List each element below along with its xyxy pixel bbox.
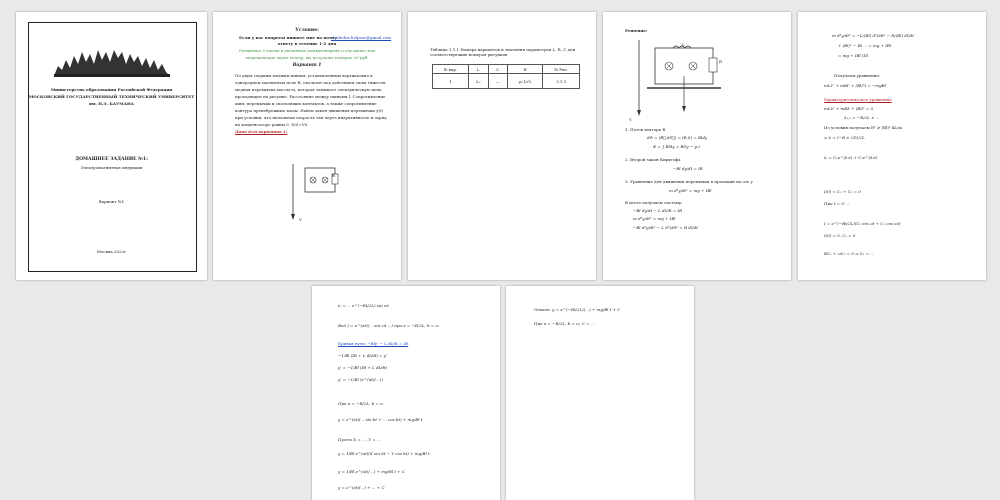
circuit-diagram bbox=[283, 162, 343, 222]
body-line: на конденсаторе равны 0. I(0)=V0. bbox=[235, 122, 309, 127]
given-label: Дано для варианта 1: bbox=[235, 129, 288, 134]
equation: −Bl dy/dt = IR bbox=[673, 166, 703, 171]
body-line: при условии, что начальная скорость так через индуктивность и заряд bbox=[235, 115, 387, 120]
math-line: + (Bl)² − IR ... = mg + IBl bbox=[838, 43, 892, 48]
contact-text: Если у вас вопросы пишите мне на почту bbox=[239, 35, 337, 40]
hw-title: ДОМАШНЕЕ ЗАДАНИЕ №1: bbox=[75, 157, 148, 162]
math-line: Получаем уравнение: bbox=[834, 73, 881, 78]
resistor-label: R bbox=[332, 173, 336, 178]
body-line: контура пренебрежимо малы. Найти закон движения перемычки y(t) bbox=[235, 108, 384, 113]
equation: m d²y/dt² = mg + IBl bbox=[669, 188, 712, 193]
math-line: y' = −1/Bl (IR + L dI/dt) bbox=[338, 365, 388, 370]
body-line: медная перемычка массы m, которая замыкает электрическую цепь, bbox=[235, 87, 383, 92]
math-line: Из условия получаем R² ≥ (Bl)²·4L/m bbox=[824, 125, 903, 130]
system-title: В итоге получаем систему: bbox=[625, 200, 683, 205]
page-6[interactable] bbox=[312, 286, 500, 500]
page-5[interactable] bbox=[798, 12, 986, 280]
math-line: mLλ² + mRλ + (Bl)² = 0 bbox=[824, 106, 874, 111]
answer-note: При a = −R/2L, b = ω; C = ... bbox=[534, 321, 595, 326]
math-line: I₀ = C₁e^(λ₁t) + C₂e^(λ₂t) bbox=[824, 155, 878, 160]
math-line: y' = −1/Bl (e^(at)(...)) bbox=[338, 377, 383, 382]
solution-circuit-diagram bbox=[625, 36, 735, 121]
math-line: −1/Bl (IR + L dI/dt) = y' bbox=[338, 353, 388, 358]
table-header-cell: № Рис. bbox=[543, 65, 580, 74]
condition-heading: Условие: bbox=[295, 28, 319, 33]
city-year: Москва,2022г bbox=[96, 249, 127, 254]
variant-title: Вариант 1 bbox=[292, 63, 322, 68]
table-header-cell: C bbox=[488, 65, 507, 74]
step-1: 1. Поток вектора B bbox=[625, 127, 666, 132]
table-cell: μ₀ l/√L bbox=[507, 74, 543, 89]
promo-line-1: Оставьте 3 поста в активных комментариях и сделайте мне bbox=[238, 48, 376, 53]
math-line: Пусть X = ..., Y = ... bbox=[338, 437, 381, 442]
hw-topic: Электромагнитная индукция bbox=[80, 165, 143, 170]
table-caption: Таблица 3.1.1 Номера вариантов и значения параметров L, R, C для соответствующих номеров рисунков bbox=[430, 47, 576, 57]
equation: Φ = ∫ Bldy = Bl(y − y₀) bbox=[653, 144, 700, 149]
page-4[interactable] bbox=[603, 12, 791, 280]
body-line: однородном магнитном поле B, скользит под действием силы тяжести bbox=[235, 80, 386, 85]
math-line: mLI'' + mRI' + (Bl)²I = −mgBl bbox=[824, 83, 886, 88]
math-line: BC₁ + ωC₂ = 0 ⇒ C₁ = ... bbox=[824, 251, 875, 256]
email-link[interactable]: studiofox.helpsor@gmail.com bbox=[331, 35, 392, 40]
system-equation: m d²y/dt² = mg + IBl bbox=[633, 216, 676, 221]
math-line: I(0) = 0, C₂ = 0 bbox=[824, 233, 856, 238]
reply-text: ответу в течение 1-2 дня bbox=[277, 41, 337, 46]
math-line: y = 1/Bl e^(at)(...) + mg/Bl t + C bbox=[338, 469, 405, 474]
system-equation: −Bl dy/dt − L dI/dt = IR bbox=[633, 208, 683, 213]
page-3[interactable] bbox=[408, 12, 596, 280]
solution-heading: Решение: bbox=[625, 28, 648, 33]
answer-line: Ответ: y = e^(−Rt/2L)(...) + mg/Bl t + C bbox=[534, 307, 621, 312]
axis-y-label: Y bbox=[629, 117, 632, 122]
math-line: I = e^(−Rt/2L)(C₁ sin ωt + C₂ cos ωt) bbox=[824, 221, 901, 226]
table-cell: 1 bbox=[433, 74, 469, 89]
math-line: ⇒ λ = (−R ± √D)/2L bbox=[824, 135, 865, 140]
table-header-row bbox=[433, 65, 580, 74]
table-header-cell: R bbox=[507, 65, 543, 74]
variants-table bbox=[432, 64, 580, 89]
step-3: 3. Уравнение для движения перемычки в проекции на ось y bbox=[625, 179, 753, 184]
math-line: Кривая пути: −Bly' − L dI/dt = IR bbox=[338, 341, 409, 346]
step-2: 2. Второй закон Кирхгофа bbox=[625, 157, 681, 162]
body-line: По двум гладким медным шинам, установленным вертикально в bbox=[235, 73, 373, 78]
math-line: I₀ = ... e^(−Rt/2L) sin ωt bbox=[338, 303, 389, 308]
university-emblem bbox=[52, 46, 172, 78]
named: им. Н.Э. БАУМАНА bbox=[88, 101, 134, 106]
table-cell: L₀ bbox=[468, 74, 488, 89]
math-line: При a = −R/2L, b = ω bbox=[338, 401, 384, 406]
math-line: Вид I = e^(at)(... sin ωt ...) при a = −R/2L, b = ω bbox=[338, 323, 439, 328]
table-header-cell: № вар. bbox=[433, 65, 469, 74]
math-line: y = 1/Bl e^(at)(X sin bt − Y cos bt) + mg/Bl t bbox=[338, 451, 430, 456]
axis-y-label: Y bbox=[299, 217, 302, 222]
promo-line-2: отрешающих через почту, вы получите подарок 20 руб. bbox=[245, 55, 369, 60]
table-cell: 3.1.1 bbox=[543, 74, 580, 89]
math-line: I(0) = C₁ + C₂ = 0 bbox=[824, 189, 861, 194]
resistor-label: R bbox=[719, 59, 723, 64]
math-line: y = e^(at)(...) + ... + C bbox=[338, 485, 385, 490]
inductor-label: L bbox=[682, 42, 685, 47]
math-line: При t = 0: ... bbox=[824, 201, 851, 206]
variant: Вариант №1 bbox=[98, 199, 125, 204]
page-1[interactable] bbox=[16, 12, 207, 280]
page-2[interactable] bbox=[213, 12, 401, 280]
body-line: шин, перемычки и скользящих контактов, а также сопротивление bbox=[235, 101, 377, 106]
math-line: m d³y/dt³ = −L/(Bl) d²I/dt² − R/(Bl) dI/dt bbox=[832, 33, 914, 38]
math-line: = mg + IBl (II) bbox=[838, 53, 869, 58]
math-line: Характеристическое уравнение bbox=[824, 97, 892, 102]
math-line: y = e^(at)(... sin bt + ... cos bt) + mg/Bl t bbox=[338, 417, 423, 422]
table-header-cell: L bbox=[468, 65, 488, 74]
table-cell: — bbox=[488, 74, 507, 89]
body-line: проходящую на рисунке. Расстояние между шинами l. Сопротивление bbox=[235, 94, 386, 99]
page-7[interactable] bbox=[506, 286, 694, 500]
equation: dΦ = (B⃗,dS⃗) = (B,S) = Bldy bbox=[647, 135, 708, 140]
university: МОСКОВСКИЙ ГОСУДАРСТВЕННЫЙ ТЕХНИЧЕСКИЙ УНИВЕРСИТЕТ bbox=[28, 94, 195, 99]
math-line: λ₁,₂ = −R/2L ± ... bbox=[844, 115, 880, 120]
table-row bbox=[433, 74, 580, 89]
system-equation: −Bl d²y/dt² − L d²I/dt² = R dI/dt bbox=[633, 225, 698, 230]
ministry: Министерство образования Российской Федерации bbox=[50, 87, 173, 92]
